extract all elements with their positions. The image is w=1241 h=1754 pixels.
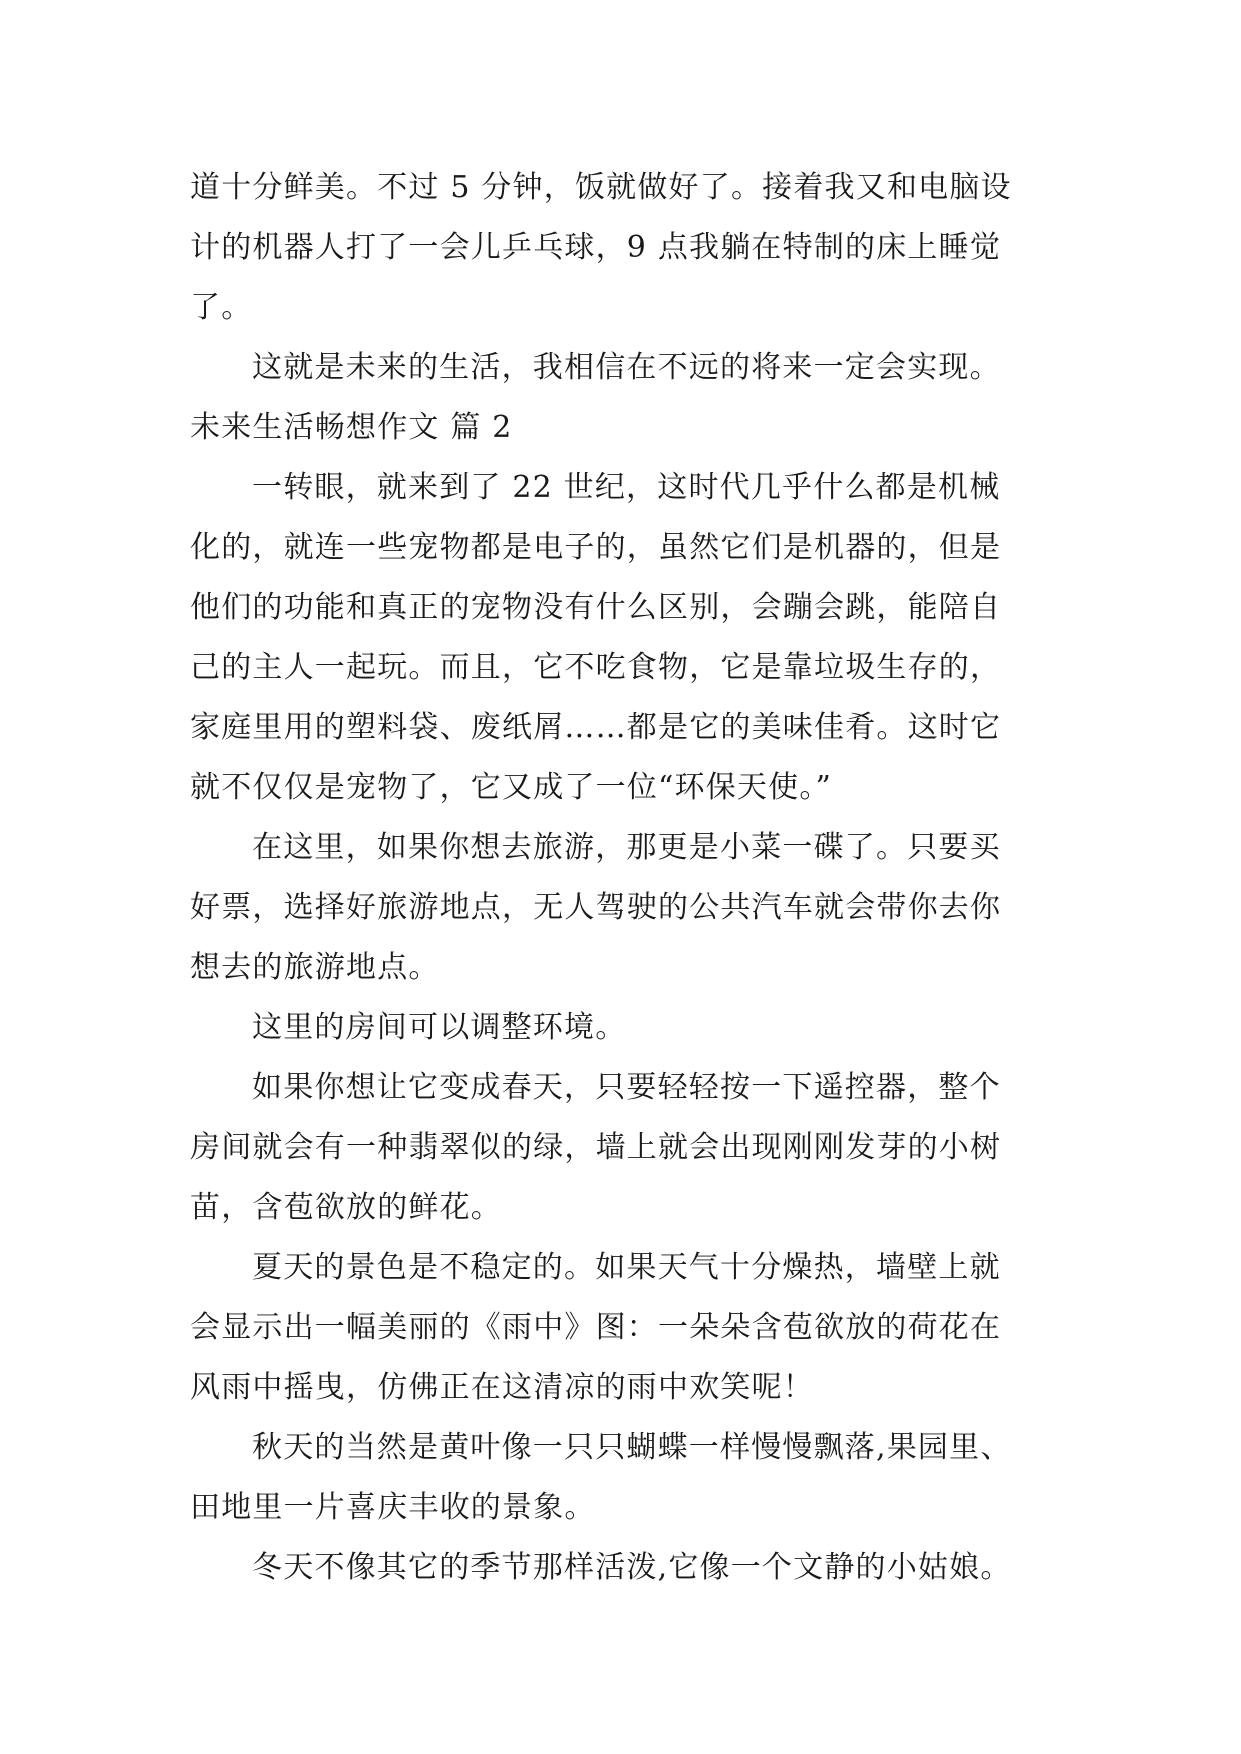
text-line: 在这里，如果你想去旅游，那更是小菜一碟了。只要买 [252, 830, 1001, 865]
text-line: 就不仅仅是宠物了，它又成了一位“环保天使。” [190, 770, 833, 805]
text-line: 想去的旅游地点。 [190, 950, 440, 985]
text-line: 己的主人一起玩。而且，它不吃食物，它是靠垃圾生存的， [190, 650, 1002, 685]
text-line: 这里的房间可以调整环境。 [252, 1010, 627, 1045]
text-line: 计的机器人打了一会儿乒乓球，9 点我躺在特制的床上睡觉 [190, 230, 1002, 265]
text-line: 苗，含苞欲放的鲜花。 [190, 1190, 502, 1225]
text-line: 风雨中摇曳，仿佛正在这清凉的雨中欢笑呢！ [190, 1370, 814, 1405]
text-line: 冬天不像其它的季节那样活泼,它像一个文静的小姑娘。 [252, 1550, 1012, 1585]
text-line: 田地里一片喜庆丰收的景象。 [190, 1490, 596, 1525]
text-line: 化的，就连一些宠物都是电子的，虽然它们是机器的，但是 [190, 530, 1002, 565]
text-line: 会显示出一幅美丽的《雨中》图：一朵朵含苞欲放的荷花在 [190, 1310, 1002, 1345]
text-line: 这就是未来的生活，我相信在不远的将来一定会实现。 [252, 350, 1001, 385]
text-line: 如果你想让它变成春天，只要轻轻按一下遥控器，整个 [252, 1070, 1001, 1105]
text-line: 夏天的景色是不稳定的。如果天气十分燥热，墙壁上就 [252, 1250, 1001, 1285]
text-line: 好票，选择好旅游地点，无人驾驶的公共汽车就会带你去你 [190, 890, 1002, 925]
text-line: 一转眼，就来到了 22 世纪，这时代几乎什么都是机械 [252, 470, 1001, 505]
section-heading: 未来生活畅想作文 篇 2 [190, 410, 513, 445]
text-line: 道十分鲜美。不过 5 分钟，饭就做好了。接着我又和电脑设 [190, 170, 1012, 205]
text-line: 家庭里用的塑料袋、废纸屑……都是它的美味佳肴。这时它 [190, 710, 1002, 745]
text-line: 秋天的当然是黄叶像一只只蝴蝶一样慢慢飘落,果园里、 [252, 1430, 1012, 1465]
text-line: 了。 [190, 290, 253, 325]
text-line: 他们的功能和真正的宠物没有什么区别，会蹦会跳，能陪自 [190, 590, 1002, 625]
text-line: 房间就会有一种翡翠似的绿，墙上就会出现刚刚发芽的小树 [190, 1130, 1002, 1165]
